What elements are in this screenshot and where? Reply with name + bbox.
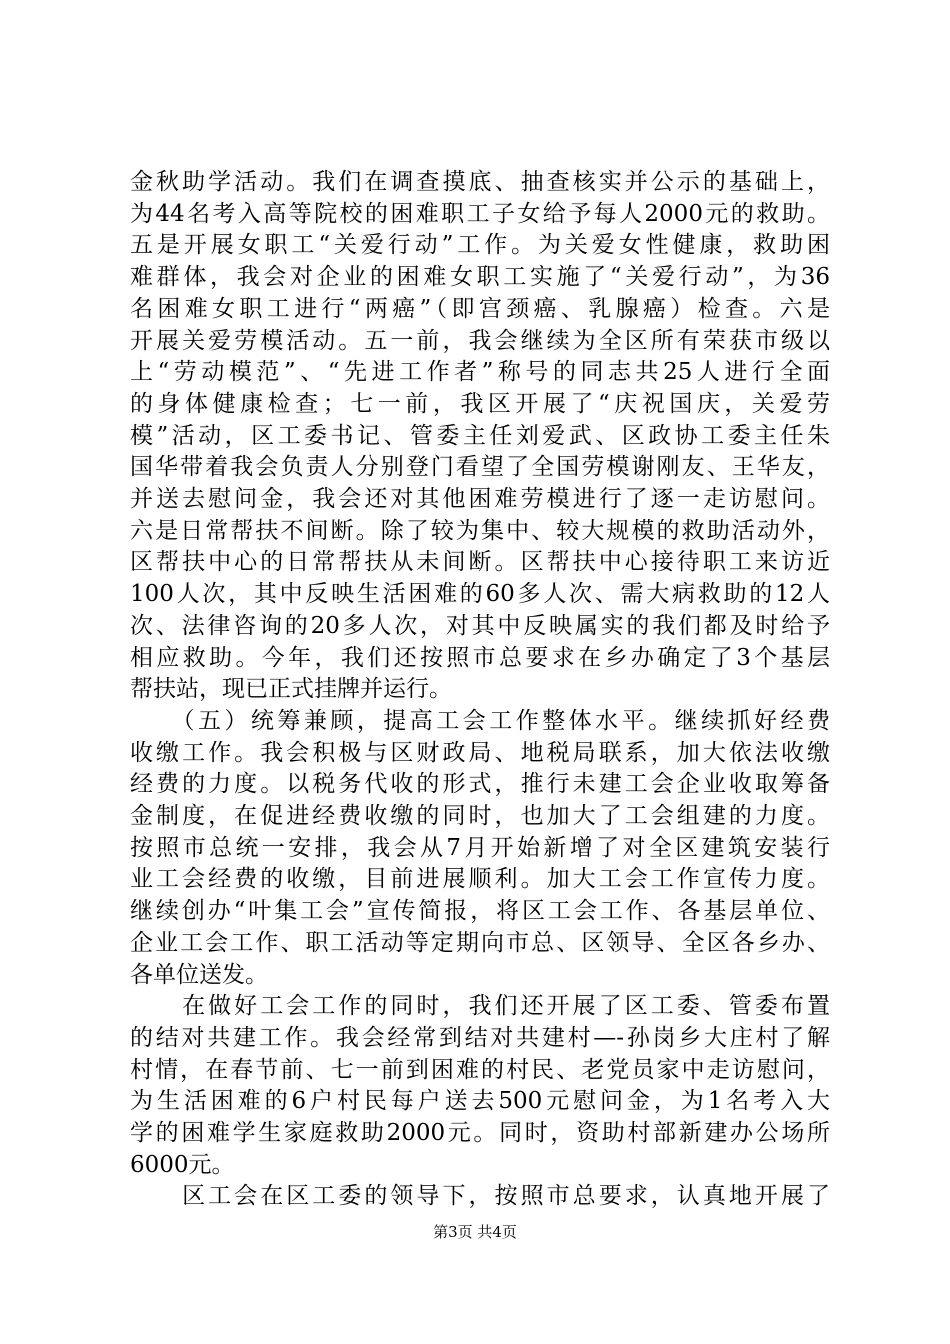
text-line: 国华带着我会负责人分别登门看望了全国劳模谢刚友、王华友， [130,454,830,480]
text-line: （五）统筹兼顾，提高工会工作整体水平。继续抓好经费 [130,708,830,734]
text-line: 上“劳动模范”、“先进工作者”称号的同志共25人进行全面 [130,359,830,385]
text-line: 五是开展女职工“关爱行动”工作。为关爱女性健康，救助困 [130,232,830,258]
text-line: 开展关爱劳模活动。五一前，我会继续为全区所有荣获市级以 [130,328,830,354]
text-line: 业工会经费的收缴，目前进展顺利。加大工会工作宣传力度。 [130,866,830,892]
text-line: 100人次，其中反映生活困难的60多人次、需大病救助的12人 [130,581,830,607]
text-line: 村情，在春节前、七一前到困难的村民、老党员家中走访慰问， [130,1057,830,1083]
text-line: 6000元。 [130,1152,235,1178]
text-line: 经费的力度。以税务代收的形式，推行未建工会企业收取筹备 [130,771,830,797]
text-line: 并送去慰问金，我会还对其他困难劳模进行了逐一走访慰问。 [130,486,830,512]
text-line: 收缴工作。我会积极与区财政局、地税局联系，加大依法收缴 [130,740,830,766]
text-line: 模”活动，区工委书记、管委主任刘爱武、区政协工委主任朱 [130,423,830,449]
text-line: 为44名考入高等院校的困难职工子女给予每人2000元的救助。 [130,201,830,227]
text-line: 区工会在区工委的领导下，按照市总要求，认真地开展了 [130,1183,830,1209]
text-line: 的身体健康检查；七一前，我区开展了“庆祝国庆，关爱劳 [130,391,830,417]
page-footer: 第3页 共4页 [433,1223,517,1241]
text-line: 的结对共建工作。我会经常到结对共建村—-孙岗乡大庄村了解 [130,1025,830,1051]
text-line: 继续创办“叶集工会”宣传简报，将区工会工作、各基层单位、 [130,898,830,924]
text-line: 相应救助。今年，我们还按照市总要求在乡办确定了3个基层 [130,645,830,671]
text-line: 六是日常帮扶不间断。除了较为集中、较大规模的救助活动外， [130,518,830,544]
text-line: 名困难女职工进行“两癌”（即宫颈癌、乳腺癌）检查。六是 [130,296,830,322]
text-line: 为生活困难的6户村民每户送去500元慰问金，为1名考入大 [130,1088,830,1114]
text-line: 区帮扶中心的日常帮扶从未间断。区帮扶中心接待职工来访近 [130,549,830,575]
text-line: 在做好工会工作的同时，我们还开展了区工委、管委布置 [130,993,830,1019]
text-line: 金制度，在促进经费收缴的同时，也加大了工会组建的力度。 [130,803,830,829]
text-line: 按照市总统一安排，我会从7月开始新增了对全区建筑安装行 [130,835,830,861]
text-line: 学的困难学生家庭救助2000元。同时，资助村部新建办公场所 [130,1120,830,1146]
text-line: 企业工会工作、职工活动等定期向市总、区领导、全区各乡办、 [130,930,830,956]
text-line: 帮扶站，现已正式挂牌并运行。 [130,676,452,702]
text-line: 金秋助学活动。我们在调查摸底、抽查核实并公示的基础上， [130,169,830,195]
text-line: 难群体，我会对企业的困难女职工实施了“关爱行动”，为36 [130,264,830,290]
text-line: 各单位送发。 [130,962,268,988]
text-line: 次、法律咨询的20多人次，对其中反映属实的我们都及时给予 [130,613,830,639]
